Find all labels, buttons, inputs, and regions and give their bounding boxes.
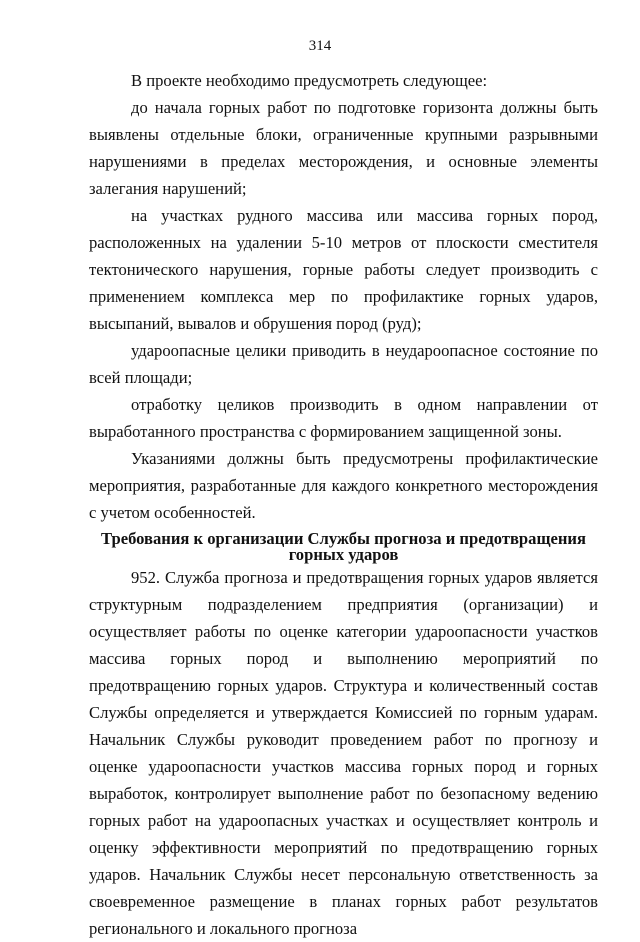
paragraph-pillar-mining: отработку целиков производить в одном направлении от выработанного пространства с формированием защищенной зоны. <box>89 395 598 441</box>
paragraph-instructions: Указаниями должны быть предусмотрены профилактические мероприятия, разработанные для каждого конкретного месторождения с учетом особенностей. <box>89 449 598 522</box>
paragraph-hazardous-pillars: удароопасные целики приводить в неудароопасное состояние по всей площади; <box>89 341 598 387</box>
paragraph-before-mining: до начала горных работ по подготовке горизонта должны быть выявлены отдельные блоки, ограниченные крупными разрывными нарушениями в пределах месторождения, и основные элементы залегания нарушений; <box>89 98 598 198</box>
document-body <box>89 67 598 942</box>
section-heading: Требования к организации Службы прогноза и предотвращения горных ударов <box>101 529 586 564</box>
paragraph-project-requirements: В проекте необходимо предусмотреть следующее: <box>131 71 488 90</box>
paragraph-ore-massif-areas: на участках рудного массива или массива горных пород, расположенных на удалении 5-10 метров от плоскости сместителя тектонического нарушения, горные работы следует производить с применением комплекса мер по профилактике горных ударов, высыпаний, вывалов и обрушения пород (руд); <box>89 206 598 333</box>
paragraph-952: 952. Служба прогноза и предотвращения горных ударов является структурным подразделением предприятия (организации) и осуществляет работы по оценке категории удароопасности участков массива горных пород и выполнению мероприятий по предотвращению горных ударов. Структура и количественный состав Службы определяется и утверждается Комиссией по горным ударам. Начальник Службы руководит проведением работ по прогнозу и оценке удароопасности участков массива горных пород и горных выработок, контролирует выполнение работ по безопасному ведению горных работ на удароопасных участках и осуществляет контроль и оценку эффективности мероприятий по предотвращению горных ударов. Начальник Службы несет персональную ответственность за своевременное размещение в планах горных работ результатов регионального и локального прогноза <box>89 568 598 938</box>
page-number: 314 <box>308 38 332 54</box>
